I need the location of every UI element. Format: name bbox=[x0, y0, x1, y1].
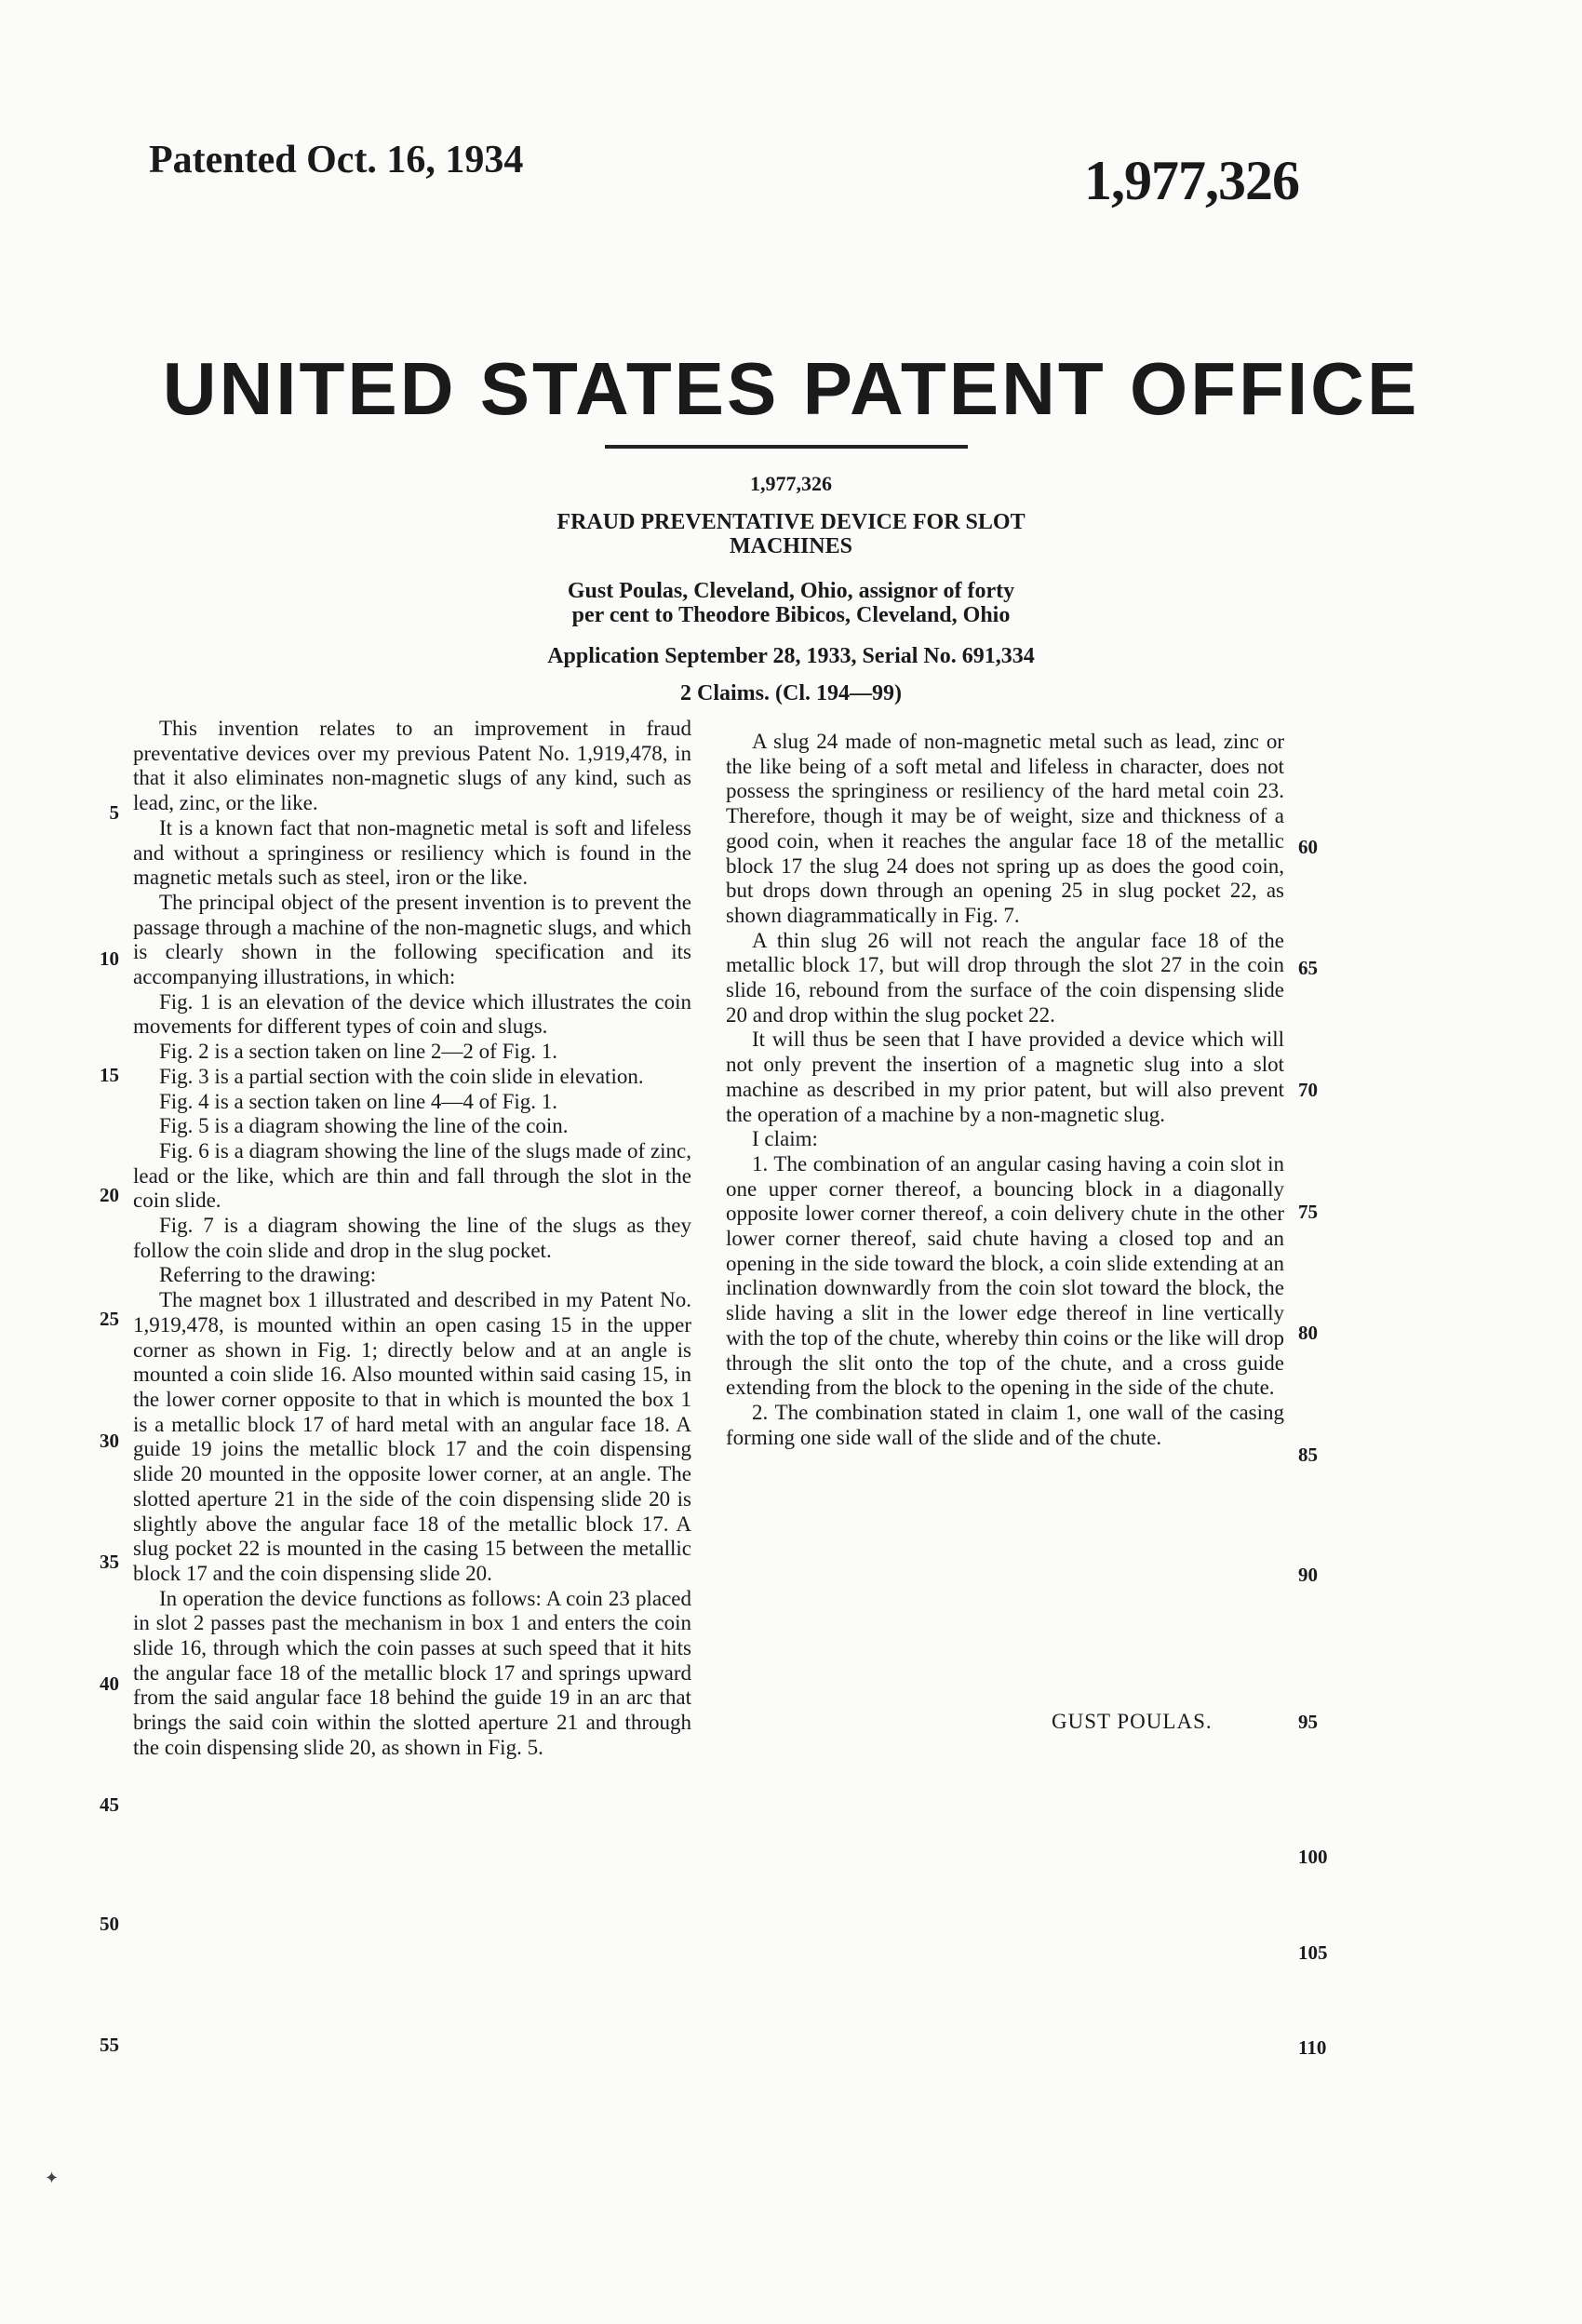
line-number: 110 bbox=[1298, 2036, 1327, 2059]
stray-mark: ✦ bbox=[45, 2169, 60, 2187]
paragraph: This invention relates to an improvement in fraud preventative devices over my previous Patent No. 1,919,478, in that it also eliminates non-magnetic slugs of any kind, such as lead, zinc, or the like. bbox=[133, 717, 691, 815]
line-number: 50 bbox=[100, 1913, 119, 1935]
patent-number: 1,977,326 bbox=[750, 472, 832, 495]
application-line: Application September 28, 1933, Serial No. 691,334 bbox=[547, 644, 1035, 668]
line-number: 15 bbox=[100, 1064, 119, 1086]
paragraph: Fig. 1 is an elevation of the device which illustrates the coin movements for different types of coin and slugs. bbox=[133, 989, 691, 1039]
right-column bbox=[726, 730, 1284, 1450]
paragraph: Referring to the drawing: bbox=[159, 1263, 377, 1287]
office-title: UNITED STATES PATENT OFFICE bbox=[162, 347, 1420, 430]
patented-date: Patented Oct. 16, 1934 bbox=[149, 139, 524, 181]
paragraph: A slug 24 made of non-magnetic metal such as lead, zinc or the like being of a soft metal and lifeless in character, does not possess the springiness or resiliency of the hard metal coin 23. Therefore, though it may be of weight, size and thickness of a good coin, when it reaches the angular face 18 of the metallic block 17 the slug 24 does not spring up as does the good coin, but drops down through an opening 25 in slug pocket 22, as shown diagrammatically in Fig. 7. bbox=[726, 730, 1284, 927]
inventor-line-1: Gust Poulas, Cleveland, Ohio, assignor of forty bbox=[567, 579, 1015, 603]
line-number: 70 bbox=[1298, 1079, 1318, 1101]
line-number: 80 bbox=[1298, 1322, 1318, 1344]
line-number: 40 bbox=[100, 1672, 119, 1695]
line-number: 55 bbox=[100, 2034, 119, 2056]
paragraph: It will thus be seen that I have provided a device which will not only prevent the insertion of a magnetic slug into a slot machine as described in my prior patent, but will also prevent the operation of a machine by a non-magnetic slug. bbox=[726, 1028, 1284, 1126]
patent-title-line-1: FRAUD PREVENTATIVE DEVICE FOR SLOT bbox=[556, 510, 1026, 534]
line-number: 75 bbox=[1298, 1201, 1318, 1223]
line-number: 10 bbox=[100, 947, 119, 970]
inventor-signature: GUST POULAS. bbox=[1052, 1710, 1213, 1733]
claim-1: 1. The combination of an angular casing having a coin slot in one upper corner thereof, a bouncing block in a diagonally opposite lower corner thereof, a coin delivery chute in the other lower corner thereof, said chute having a closed top and an opening in the side toward the block, a coin slide extending at an inclination downwardly from the coin slot toward the block, the slide having a slit in the lower edge thereof in line vertically with the top of the chute, whereby thin coins or the like will drop through the slit onto the top of the chute, and a cross guide extending from the block to the opening in the side of the chute. bbox=[726, 1151, 1284, 1400]
title-rule bbox=[605, 445, 968, 449]
patent-title-line-2: MACHINES bbox=[729, 534, 852, 558]
line-number: 85 bbox=[1298, 1444, 1318, 1466]
line-number: 45 bbox=[100, 1793, 119, 1816]
paragraph: The principal object of the present invention is to prevent the passage through a machine of the non-magnetic slugs, and which is clearly shown in the following specification and its accompanying illustrations, in which: bbox=[133, 890, 691, 989]
line-number: 60 bbox=[1298, 836, 1318, 858]
paragraph: Fig. 6 is a diagram showing the line of the slugs made of zinc, lead or the like, which are thin and fall through the slot in the coin slide. bbox=[133, 1138, 691, 1213]
left-column bbox=[133, 717, 691, 1761]
line-number: 25 bbox=[100, 1308, 119, 1330]
paragraph: Fig. 5 is a diagram showing the line of the coin. bbox=[159, 1114, 569, 1138]
claim-2: 2. The combination stated in claim 1, one wall of the casing forming one side wall of the slide and of the chute. bbox=[726, 1400, 1284, 1449]
line-number: 65 bbox=[1298, 957, 1318, 979]
claims-line: 2 Claims. (Cl. 194—99) bbox=[680, 681, 902, 705]
line-number: 100 bbox=[1298, 1846, 1328, 1868]
paragraph: The magnet box 1 illustrated and described in my Patent No. 1,919,478, is mounted within an open casing 15 in the upper corner as shown in Fig. 1; directly below and at an angle is mounted a coin slide 16. Also mounted within said casing 15, in the lower corner opposite to that in which is mounted the box 1 is a metallic block 17 of hard metal with an angular face 18. A guide 19 joins the metallic block 17 and the coin dispensing slide 20 mounted in the opposite lower corner, at an angle. The slotted aperture 21 in the side of the coin dispensing slide 20 is slightly above the angular face 18 of the metallic block 17. A slug pocket 22 is mounted in the casing 15 between the metallic block 17 and the coin dispensing slide 20. bbox=[133, 1288, 691, 1585]
paragraph: In operation the device functions as follows: A coin 23 placed in slot 2 passes past the mechanism in box 1 and enters the coin slide 16, through which the coin passes at such speed that it hits the angular face 18 of the metallic block 17 and springs upward from the said angular face 18 behind the guide 19 in an arc that brings the said coin within the slotted aperture 21 and through the coin dispensing slide 20, as shown in Fig. 5. bbox=[133, 1586, 691, 1759]
patent-number-header: 1,977,326 bbox=[1084, 150, 1299, 211]
line-number: 30 bbox=[100, 1430, 119, 1452]
paragraph: It is a known fact that non-magnetic metal is soft and lifeless and without a springiness or resiliency which is found in the magnetic metals such as steel, iron or the like. bbox=[133, 815, 691, 890]
paragraph: Fig. 2 is a section taken on line 2—2 of Fig. 1. bbox=[159, 1040, 558, 1064]
paragraph: Fig. 4 is a section taken on line 4—4 of Fig. 1. bbox=[159, 1089, 558, 1113]
inventor-line-2: per cent to Theodore Bibicos, Cleveland, Ohio bbox=[571, 603, 1011, 627]
line-number: 90 bbox=[1298, 1564, 1318, 1586]
line-number: 105 bbox=[1298, 1941, 1328, 1964]
paragraph: Fig. 3 is a partial section with the coin slide in elevation. bbox=[159, 1064, 644, 1088]
paragraph: A thin slug 26 will not reach the angular face 18 of the metallic block 17, but will drop through the slot 27 in the coin slide 16, rebound from the surface of the coin dispensing slide 20 and drop within the slug pocket 22. bbox=[726, 928, 1284, 1027]
line-number: 95 bbox=[1298, 1711, 1318, 1733]
paragraph: Fig. 7 is a diagram showing the line of the slugs as they follow the coin slide and drop in the slug pocket. bbox=[133, 1214, 691, 1262]
line-number: 5 bbox=[109, 801, 119, 824]
claim-heading: I claim: bbox=[752, 1127, 818, 1151]
line-number: 35 bbox=[100, 1551, 119, 1573]
line-number: 20 bbox=[100, 1184, 119, 1206]
